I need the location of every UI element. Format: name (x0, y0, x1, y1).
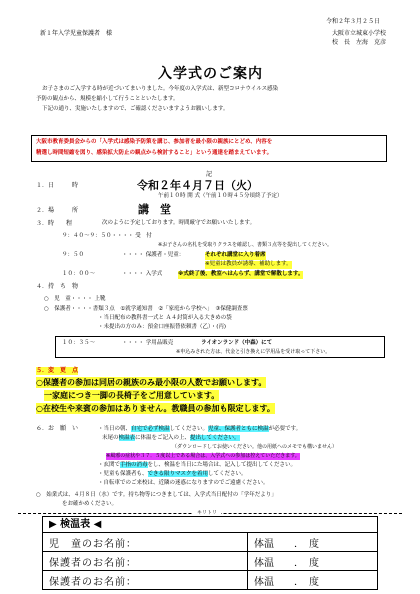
principal-name: 校 長 左海 克彦 (332, 39, 387, 46)
goods-time: １０：３５～ (62, 340, 96, 346)
temperature-form-title: ▶ 検温表 ◀ (42, 516, 378, 533)
request-1c: してください。 (169, 426, 209, 432)
schedule-label: ３．時 程 (36, 220, 73, 227)
request-1 (98, 426, 301, 434)
request-2c: に体温をご記入の上、 (135, 435, 191, 441)
request-8b: をお確かめください。 (62, 501, 118, 507)
request-5 (98, 462, 296, 470)
ki-heading: 記 (206, 171, 213, 178)
notice-line-2: 精選し時間短縮を図り、感染拡大防止の観点から検討すること」という通達を踏まえています。 (36, 150, 273, 156)
changes-label: ５．変 更 点 (36, 367, 79, 374)
child-temp-field[interactable]: 体温 ． 度 (248, 533, 378, 552)
schedule-ceremony-time: １０：００～ (62, 271, 96, 277)
schedule-ceremony-note: ※式終了後、教室へはんらず、講堂で解散します。 (178, 271, 304, 277)
request-1e: が必要です。 (268, 426, 302, 432)
schedule-seat-text: ・・・・ 保護者・児童： (122, 252, 185, 258)
place-value: 講 堂 (138, 203, 171, 216)
requests-label: ６．お 願 い (36, 425, 79, 432)
change-1: ○保護者の参加は同居の親族のみ最小限の人数でお願いします。 (36, 378, 267, 387)
request-2 (102, 435, 240, 443)
document-date: 令和２年３月２５日 (326, 18, 381, 25)
child-name-field[interactable]: 児 童のお名前： (43, 533, 248, 552)
goods-text: ・・・・ 学用品販売 (122, 340, 174, 346)
goods-note: ※申込みされた方は、代金と引き換えに学用品を受け取って下さい。 (176, 349, 331, 355)
school-name: 大阪市立城東小学校 (332, 30, 387, 37)
schedule-reception-note: ※お子さんの名札を受取りクラスを確認し、書類３点等を提出してください。 (158, 242, 333, 248)
belongings-parent-3: ・未提出の方のみ：預金口座振替依頼書（乙）・(丙) (98, 324, 227, 330)
request-6c: してください。 (208, 471, 247, 477)
belongings-child: ○ 児 童・・・・ 上靴 (44, 296, 106, 302)
schedule-ceremony-text: ・・・・ 入学式 (122, 271, 163, 277)
page-title: 入学式のご案内 (158, 66, 263, 82)
request-1d: 児童、保護者ともに検温 (208, 426, 269, 432)
schedule-note: 次のように予定しております。時間厳守でお願いいたします。 (102, 220, 256, 226)
request-3: （ダウンロードしてお使いください。他の用紙へのメモでも構いません） (172, 444, 338, 450)
table-row (43, 552, 378, 571)
goods-shop: ライオンランド（中森）にて (201, 340, 273, 346)
belongings-label: ４．持 ち 物 (36, 283, 79, 290)
schedule-seat-note: ※児童は教員が誘導、補助します。 (205, 261, 292, 267)
schedule-seat-highlight: それぞれ講堂に入り着席 (205, 252, 266, 258)
guardian-temp-field-1[interactable]: 体温 ． 度 (248, 552, 378, 571)
request-5a: ・玄関で (98, 462, 121, 468)
request-1b: 自宅で必ず検温 (131, 426, 170, 432)
notice-line-1: 大阪市教育委員会からの「入学式は感染予防策を講じ、参加者を最小限の親族にとどめ、内容を (36, 139, 273, 145)
belongings-parent-2: ・当日配布の教科書一式と Ａ４封筒が入る大きめの袋 (98, 315, 232, 321)
date-label: １．日 時 (36, 182, 79, 189)
request-2b: 検温表 (118, 435, 136, 441)
table-row (43, 533, 378, 552)
intro-line-3: 下記の通り、実施いたしますので、ご確認くださいますようお願いします。 (42, 106, 229, 112)
guardian-temp-field-2[interactable]: 体温 ． 度 (248, 571, 378, 590)
intro-line-1: お子さまのご入学する時が近づいてまいりました。今年度の入学式は、新型コロナウイルス感染 (42, 86, 279, 92)
place-label: ２．場 所 (36, 207, 79, 214)
request-1a: ・当日の朝、 (98, 426, 132, 432)
request-5b: 手指の消毒 (120, 462, 148, 468)
request-6a: ・児童も保護者も、 (98, 471, 148, 477)
guardian-name-field-1[interactable]: 保護者のお名前： (43, 552, 248, 571)
cut-label: キリトリ (193, 510, 221, 517)
change-2: ○在校生や来賓の参加はありません。教職員の参加も限定します。 (36, 404, 275, 413)
belongings-parent: ○ 保護者・・・・書類３点 ①就学通知書 ②「家庭から学校へ」 ③保健調査票 (44, 306, 248, 312)
guardian-name-field-2[interactable]: 保護者のお名前： (43, 571, 248, 590)
request-2a: 末尾の (102, 435, 119, 441)
request-6 (98, 471, 247, 479)
table-row (43, 571, 378, 590)
temperature-form (42, 532, 378, 590)
date-time: 午前１０時 開 式（午前１０時４５分頃終了予定） (158, 193, 283, 199)
schedule-reception: ９：４０～９：５０・・・・ 受 付 (62, 233, 152, 239)
intro-line-2: 予防の観点から、規模を縮小して行うことといたします。 (36, 96, 179, 102)
schedule-seat-time: ９：５０ (62, 252, 85, 258)
request-8: ○ 始業式は、４月８日（水）です。持ち物等につきましては、入学式当日配付の「学年だより」 (36, 492, 277, 498)
date-value: 令和２年４月７日（火） (137, 179, 258, 192)
request-7: ・自転車でのご来校は、近隣の迷惑になりますのでご遠慮ください。 (98, 480, 269, 486)
request-2d: 提出してください。 (190, 435, 240, 441)
recipient: 新１年入学児童保護者 様 (40, 30, 113, 37)
change-1b: 一家庭につき一脚の長椅子をご用意しています。 (44, 391, 220, 400)
request-6b: できる限りマスクを着用 (147, 471, 209, 477)
request-5c: をし、検温を当日にた場合は、記入して提出してください。 (147, 462, 297, 468)
request-4: ※風邪の症状や３７．５度以上である場合は、入学式への参加は控えていただきます。 (106, 453, 300, 459)
